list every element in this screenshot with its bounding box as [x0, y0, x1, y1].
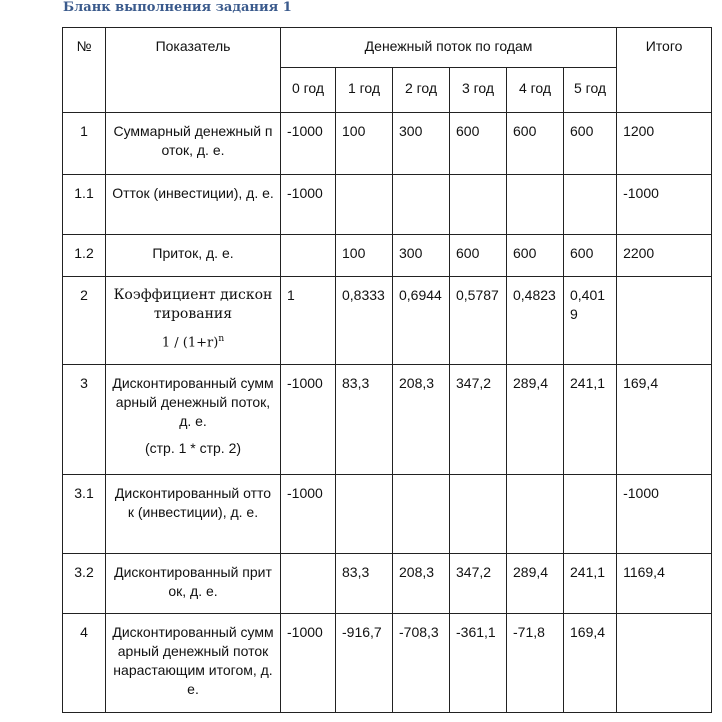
cell-value: 347,2 [450, 365, 507, 475]
cell-value: 169,4 [564, 614, 617, 713]
table-row [63, 614, 712, 713]
cell-value: -916,7 [336, 614, 393, 713]
cell-total: 169,4 [617, 365, 712, 475]
row-num: 4 [63, 614, 106, 713]
row-note: (стр. 1 * стр. 2) [144, 440, 242, 456]
row-num: 2 [63, 277, 106, 365]
cell-value: 0,4019 [564, 277, 617, 365]
cell-value: 600 [564, 113, 617, 175]
year-header: 4 год [507, 68, 564, 113]
header-total: Итого [617, 28, 712, 113]
row-label: Дисконтированный суммарный денежный поток нарастающим итогом, д. е. [106, 614, 281, 713]
row-num: 1.2 [63, 235, 106, 277]
cell-value [450, 475, 507, 554]
cell-total: -1000 [617, 175, 712, 235]
row-label-cell [106, 277, 281, 365]
cell-total [617, 277, 712, 365]
cell-value: -1000 [281, 113, 336, 175]
cell-value: -1000 [281, 475, 336, 554]
cell-value: 1 [281, 277, 336, 365]
cell-value: 83,3 [336, 554, 393, 614]
cell-value [564, 475, 617, 554]
cell-value [336, 475, 393, 554]
row-label: Суммарный денежный поток, д. е. [106, 113, 281, 175]
row-num: 1 [63, 113, 106, 175]
cell-value: 0,4823 [507, 277, 564, 365]
row-label: Дисконтированный приток, д. е. [106, 554, 281, 614]
discount-formula [112, 330, 274, 352]
cell-total: 2200 [617, 235, 712, 277]
header-indicator: Показатель [106, 28, 281, 113]
cell-total [617, 614, 712, 713]
cell-value: 0,8333 [336, 277, 393, 365]
cell-value: -708,3 [393, 614, 450, 713]
row-num: 3 [63, 365, 106, 475]
year-header: 3 год [450, 68, 507, 113]
assignment-table [62, 27, 712, 713]
table-row [63, 113, 712, 175]
formula-base: 1 / (1+r) [161, 335, 219, 351]
cell-value: 289,4 [507, 554, 564, 614]
table-row [63, 554, 712, 614]
cell-value: 100 [336, 113, 393, 175]
cell-value: 241,1 [564, 365, 617, 475]
row-label: Дисконтированный отток (инвестиции), д. е. [106, 475, 281, 554]
row-label: Дисконтированный суммарный денежный поток, д. е. [112, 375, 274, 429]
cell-value: -1000 [281, 175, 336, 235]
row-label: Приток, д. е. [106, 235, 281, 277]
cell-value [507, 175, 564, 235]
cell-value: -1000 [281, 365, 336, 475]
cell-value: 208,3 [393, 554, 450, 614]
year-header: 2 год [393, 68, 450, 113]
document-title: Бланк выполнения задания 1 [63, 0, 292, 15]
header-num: № [63, 28, 106, 113]
table-row [63, 235, 712, 277]
cell-value [281, 235, 336, 277]
table-row [63, 365, 712, 475]
cell-value: 0,5787 [450, 277, 507, 365]
cell-value: 241,1 [564, 554, 617, 614]
cell-value: 208,3 [393, 365, 450, 475]
table-row [63, 277, 712, 365]
cell-value [393, 475, 450, 554]
cell-value: 0,6944 [393, 277, 450, 365]
row-label: Коэффициент дисконтирования [113, 287, 273, 322]
cell-value: 289,4 [507, 365, 564, 475]
cell-value [336, 175, 393, 235]
table-row [63, 175, 712, 235]
row-label-cell [106, 365, 281, 475]
cell-value [281, 554, 336, 614]
year-header: 1 год [336, 68, 393, 113]
cell-value: 100 [336, 235, 393, 277]
year-header: 0 год [281, 68, 336, 113]
row-num: 3.1 [63, 475, 106, 554]
cell-value: -71,8 [507, 614, 564, 713]
cell-value: 83,3 [336, 365, 393, 475]
cell-value: 300 [393, 113, 450, 175]
cell-value: 600 [507, 235, 564, 277]
cell-value [564, 175, 617, 235]
cell-value: -361,1 [450, 614, 507, 713]
cell-value [450, 175, 507, 235]
row-label: Отток (инвестиции), д. е. [106, 175, 281, 235]
cell-value: 347,2 [450, 554, 507, 614]
cell-value: 600 [507, 113, 564, 175]
cell-value: 300 [393, 235, 450, 277]
row-num: 1.1 [63, 175, 106, 235]
cell-total: 1169,4 [617, 554, 712, 614]
table-row [63, 475, 712, 554]
cell-value: 600 [450, 235, 507, 277]
formula-exponent: n [218, 334, 225, 344]
cell-value [393, 175, 450, 235]
year-header: 5 год [564, 68, 617, 113]
cell-total: -1000 [617, 475, 712, 554]
cell-value [507, 475, 564, 554]
row-num: 3.2 [63, 554, 106, 614]
cell-value: 600 [450, 113, 507, 175]
header-flow: Денежный поток по годам [281, 28, 617, 68]
cell-total: 1200 [617, 113, 712, 175]
cell-value: 600 [564, 235, 617, 277]
cell-value: -1000 [281, 614, 336, 713]
